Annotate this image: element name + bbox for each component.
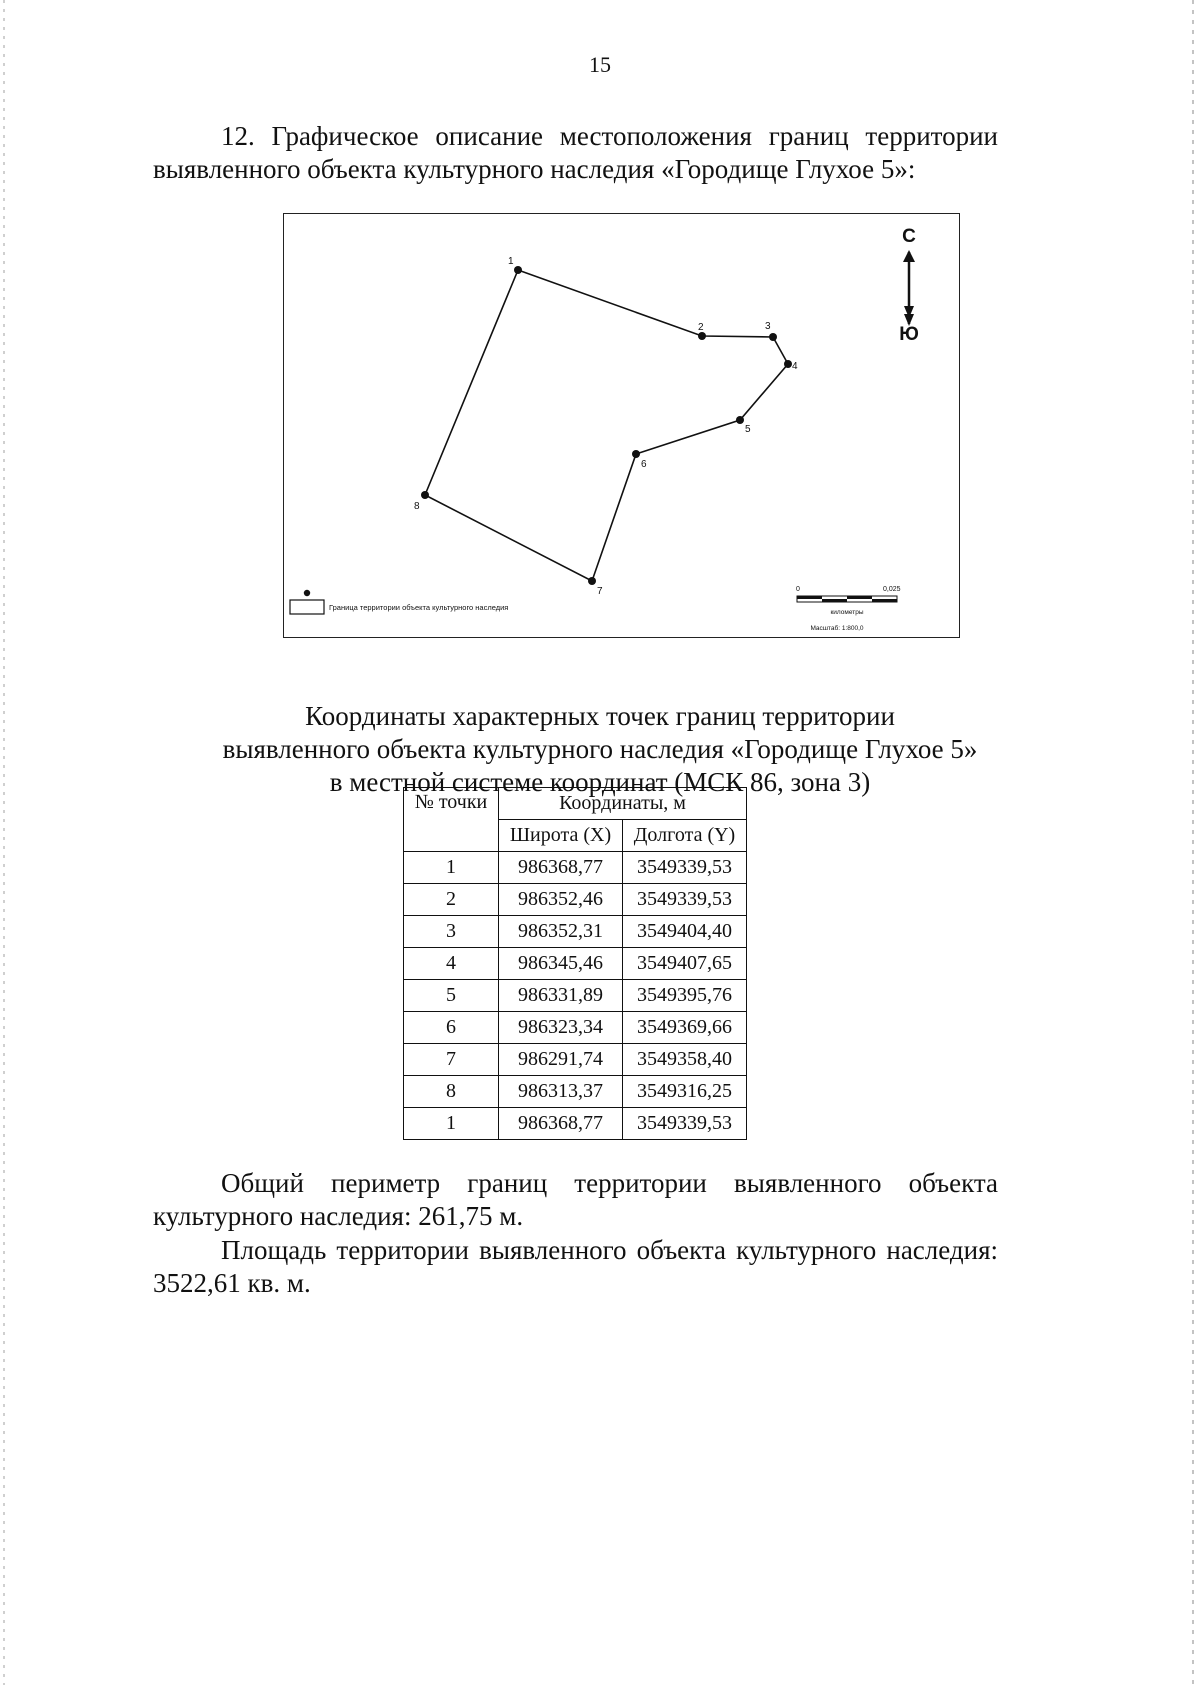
vertex-7	[588, 577, 596, 585]
table-row	[404, 1108, 747, 1140]
cell-y: 3549404,40	[623, 916, 747, 948]
area-text: Площадь территории выявленного объекта культурного наследия: 3522,61 кв. м.	[153, 1235, 998, 1298]
cell-y: 3549316,25	[623, 1076, 747, 1108]
territory-boundary-polygon	[425, 270, 788, 581]
vertex-label-5: 5	[745, 424, 751, 435]
table-row	[404, 1076, 747, 1108]
cell-x: 986345,46	[499, 948, 623, 980]
table-row	[404, 884, 747, 916]
legend-point-symbol	[304, 590, 310, 596]
map-legend	[290, 590, 508, 614]
cell-point: 5	[404, 980, 499, 1012]
cell-y: 3549369,66	[623, 1012, 747, 1044]
cell-point: 3	[404, 916, 499, 948]
cell-x: 986323,34	[499, 1012, 623, 1044]
header-longitude-y: Долгота (Y)	[623, 820, 747, 852]
table-caption-line: в местной системе координат (МСК 86, зона 3)	[329, 767, 871, 797]
perimeter-text: Общий периметр границ территории выявленного объекта культурного наследия: 261,75 м.	[153, 1168, 998, 1231]
cell-y: 3549395,76	[623, 980, 747, 1012]
legend-label: Граница территории объекта культурного наследия	[329, 603, 509, 612]
scale-end-label: 0,025	[883, 586, 901, 593]
cell-x: 986291,74	[499, 1044, 623, 1076]
table-caption	[150, 700, 1050, 799]
cell-point: 6	[404, 1012, 499, 1044]
cell-x: 986352,31	[499, 916, 623, 948]
scale-start-label: 0	[796, 586, 800, 593]
vertex-label-8: 8	[414, 501, 420, 512]
section-heading: 12. Графическое описание местоположения границ территории выявленного объекта культурного наследия «Городище Глухое 5»:	[153, 121, 998, 184]
cell-y: 3549339,53	[623, 1108, 747, 1140]
table-row	[404, 852, 747, 884]
table-row	[404, 916, 747, 948]
table-caption-line: Координаты характерных точек границ территории	[305, 701, 895, 731]
table-caption-line: выявленного объекта культурного наследия «Городище Глухое 5»	[222, 734, 978, 764]
vertex-label-2: 2	[698, 322, 704, 333]
table-row	[404, 980, 747, 1012]
table-row	[404, 948, 747, 980]
vertex-5	[736, 416, 744, 424]
vertex-4	[784, 360, 792, 368]
cell-point: 2	[404, 884, 499, 916]
header-point-number: № точки	[404, 788, 499, 852]
vertex-label-1: 1	[508, 256, 514, 267]
vertex-label-7: 7	[597, 586, 603, 597]
table-header-row	[404, 788, 747, 820]
coordinates-table	[403, 787, 747, 1140]
scale-bar	[796, 586, 901, 632]
compass-north-label: С	[902, 226, 916, 247]
table-row	[404, 1044, 747, 1076]
boundary-map	[283, 213, 960, 638]
vertex-3	[769, 333, 777, 341]
vertex-label-6: 6	[641, 459, 647, 470]
header-coordinates: Координаты, м	[499, 788, 747, 820]
vertex-2	[698, 332, 706, 340]
scan-edge	[1192, 0, 1194, 1685]
header-latitude-x: Широта (X)	[499, 820, 623, 852]
cell-y: 3549407,65	[623, 948, 747, 980]
cell-point: 7	[404, 1044, 499, 1076]
cell-x: 986368,77	[499, 852, 623, 884]
legend-polygon-symbol	[290, 600, 324, 614]
vertex-label-3: 3	[765, 321, 771, 332]
vertex-6	[632, 450, 640, 458]
boundary-map-drawing	[284, 214, 961, 639]
cell-x: 986352,46	[499, 884, 623, 916]
scale-ratio-label: Масштаб: 1:800,0	[810, 625, 864, 632]
cell-x: 986313,37	[499, 1076, 623, 1108]
cell-point: 1	[404, 1108, 499, 1140]
cell-x: 986368,77	[499, 1108, 623, 1140]
vertex-8	[421, 491, 429, 499]
cell-x: 986331,89	[499, 980, 623, 1012]
vertex-1	[514, 266, 522, 274]
cell-point: 4	[404, 948, 499, 980]
scan-edge	[3, 0, 5, 1685]
cell-y: 3549358,40	[623, 1044, 747, 1076]
page-number: 15	[589, 52, 611, 77]
table-row	[404, 1012, 747, 1044]
scale-units-label: километры	[830, 609, 864, 616]
compass-south-label: Ю	[899, 324, 919, 345]
cell-point: 1	[404, 852, 499, 884]
vertex-label-4: 4	[792, 361, 798, 372]
north-arrow-icon	[899, 226, 919, 345]
cell-point: 8	[404, 1076, 499, 1108]
cell-y: 3549339,53	[623, 884, 747, 916]
cell-y: 3549339,53	[623, 852, 747, 884]
